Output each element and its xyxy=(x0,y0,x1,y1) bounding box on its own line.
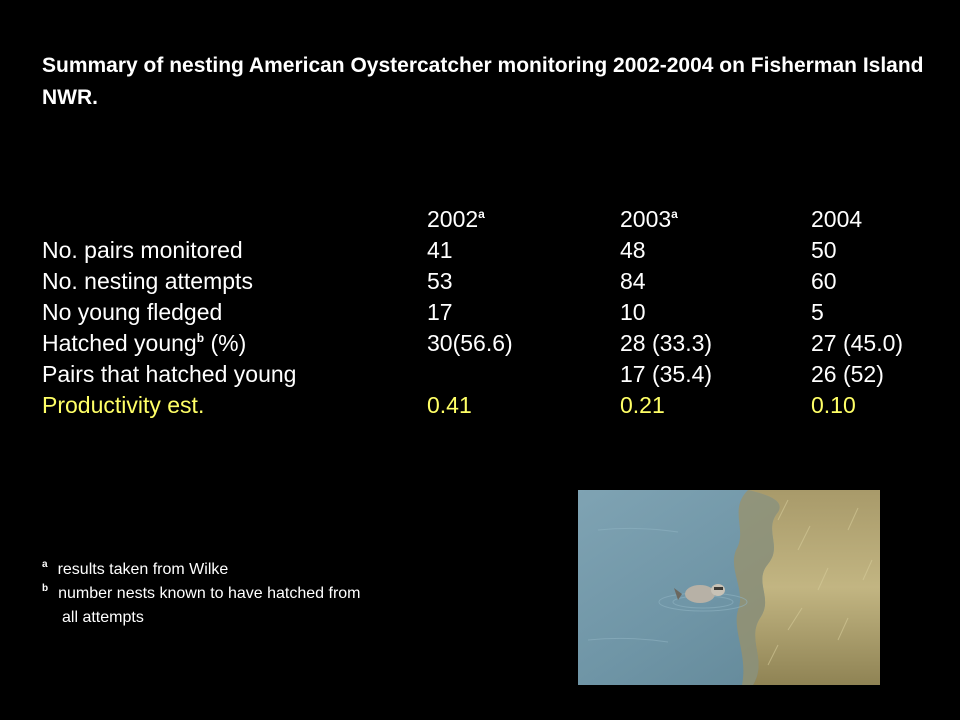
table-row xyxy=(42,359,942,390)
footnote-a: $^a$ results taken from Wilke xyxy=(42,559,229,578)
row-label: Hatched young$^b$ (%) xyxy=(42,330,247,356)
cell: 50 xyxy=(811,237,837,263)
cell: 17 xyxy=(427,299,453,325)
header-2004: 2004 xyxy=(811,206,863,232)
table-row xyxy=(42,235,942,266)
table-row xyxy=(42,266,942,297)
row-label: No. nesting attempts xyxy=(42,268,253,294)
cell: 17 (35.4) xyxy=(620,361,713,387)
summary-table xyxy=(42,204,942,421)
row-label: No. pairs monitored xyxy=(42,237,243,263)
row-label: Productivity est. xyxy=(42,392,205,418)
productivity-row xyxy=(42,390,942,421)
slide-title: Summary of nesting American Oystercatcher monitoring 2002-2004 on Fisherman Island NWR. xyxy=(42,54,924,109)
cell: 5 xyxy=(811,299,824,325)
header-row xyxy=(42,204,942,235)
cell: 48 xyxy=(620,237,646,263)
raccoon-water-photo xyxy=(578,490,880,685)
header-2002: 2002$^a$ xyxy=(427,206,485,232)
footnotes xyxy=(42,558,361,630)
row-label: Pairs that hatched young xyxy=(42,361,297,387)
cell: 60 xyxy=(811,268,837,294)
cell: 0.41 xyxy=(427,392,472,418)
row-label: No young fledged xyxy=(42,299,223,325)
table-row xyxy=(42,297,942,328)
cell: 27 (45.0) xyxy=(811,330,904,356)
header-2003: 2003$^a$ xyxy=(620,206,678,232)
cell: 10 xyxy=(620,299,646,325)
cell: 0.10 xyxy=(811,392,856,418)
cell: 28 (33.3) xyxy=(620,330,713,356)
table-row xyxy=(42,328,942,359)
cell: 30(56.6) xyxy=(427,330,513,356)
cell: 84 xyxy=(620,268,646,294)
cell: 26 (52) xyxy=(811,361,884,387)
cell: 41 xyxy=(427,237,453,263)
cell: 0.21 xyxy=(620,392,665,418)
footnote-b-cont: all attempts xyxy=(62,609,144,626)
cell: 53 xyxy=(427,268,453,294)
footnote-b: $^b$ number nests known to have hatched from xyxy=(42,583,361,602)
